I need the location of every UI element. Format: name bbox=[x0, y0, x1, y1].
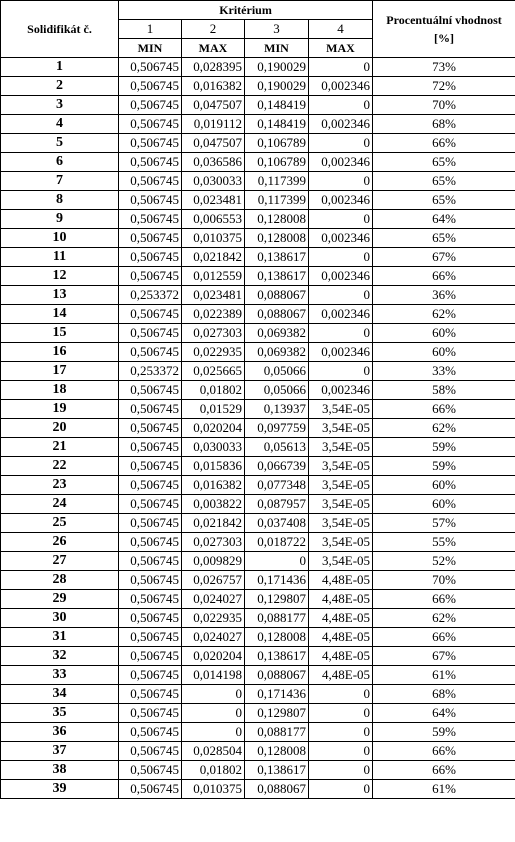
suitability-value: 60% bbox=[373, 324, 515, 343]
criterion-2-value: 0,022935 bbox=[182, 609, 245, 628]
criterion-1-value: 0,506745 bbox=[119, 495, 182, 514]
suitability-value: 58% bbox=[373, 381, 515, 400]
table-row bbox=[1, 77, 515, 96]
criterion-2-value: 0,036586 bbox=[182, 153, 245, 172]
criterion-2-value: 0,020204 bbox=[182, 419, 245, 438]
criterion-1-value: 0,506745 bbox=[119, 761, 182, 780]
criterion-4-value: 0 bbox=[309, 324, 373, 343]
criterion-1-value: 0,506745 bbox=[119, 58, 182, 77]
criterion-1-value: 0,506745 bbox=[119, 514, 182, 533]
criterion-1-value: 0,506745 bbox=[119, 628, 182, 647]
header-kriterium: Kritérium bbox=[119, 1, 373, 20]
criterion-2-value: 0,026757 bbox=[182, 571, 245, 590]
criterion-4-value: 3,54E-05 bbox=[309, 514, 373, 533]
criterion-type-1: MIN bbox=[119, 39, 182, 58]
criterion-type-4: MAX bbox=[309, 39, 373, 58]
table-row bbox=[1, 96, 515, 115]
solidifikat-id: 22 bbox=[1, 457, 119, 476]
solidifikat-id: 29 bbox=[1, 590, 119, 609]
suitability-value: 62% bbox=[373, 419, 515, 438]
solidifikat-id: 3 bbox=[1, 96, 119, 115]
criterion-1-value: 0,506745 bbox=[119, 96, 182, 115]
table-row bbox=[1, 343, 515, 362]
solidifikat-id: 14 bbox=[1, 305, 119, 324]
criterion-2-value: 0,009829 bbox=[182, 552, 245, 571]
criterion-3-value: 0,128008 bbox=[245, 229, 309, 248]
solidifikat-id: 34 bbox=[1, 685, 119, 704]
criterion-3-value: 0,077348 bbox=[245, 476, 309, 495]
suitability-value: 66% bbox=[373, 134, 515, 153]
criterion-3-value: 0,05066 bbox=[245, 381, 309, 400]
criterion-type-3: MIN bbox=[245, 39, 309, 58]
suitability-value: 65% bbox=[373, 229, 515, 248]
criterion-2-value: 0,021842 bbox=[182, 248, 245, 267]
solidifikat-id: 6 bbox=[1, 153, 119, 172]
table-body bbox=[1, 58, 515, 799]
solidifikat-id: 9 bbox=[1, 210, 119, 229]
criterion-3-value: 0,106789 bbox=[245, 134, 309, 153]
criterion-4-value: 0 bbox=[309, 761, 373, 780]
criterion-3-value: 0,13937 bbox=[245, 400, 309, 419]
suitability-value: 60% bbox=[373, 476, 515, 495]
suitability-value: 66% bbox=[373, 761, 515, 780]
suitability-value: 65% bbox=[373, 153, 515, 172]
criterion-4-value: 0 bbox=[309, 134, 373, 153]
table-row bbox=[1, 362, 515, 381]
suitability-value: 52% bbox=[373, 552, 515, 571]
suitability-value: 68% bbox=[373, 115, 515, 134]
criterion-2-value: 0,024027 bbox=[182, 590, 245, 609]
criterion-4-value: 0 bbox=[309, 248, 373, 267]
criterion-4-value: 3,54E-05 bbox=[309, 457, 373, 476]
solidifikat-id: 11 bbox=[1, 248, 119, 267]
criterion-1-value: 0,506745 bbox=[119, 191, 182, 210]
criterion-1-value: 0,506745 bbox=[119, 172, 182, 191]
table-row bbox=[1, 191, 515, 210]
criterion-2-value: 0,014198 bbox=[182, 666, 245, 685]
criterion-4-value: 4,48E-05 bbox=[309, 571, 373, 590]
criterion-1-value: 0,506745 bbox=[119, 115, 182, 134]
criterion-4-value: 4,48E-05 bbox=[309, 647, 373, 666]
criterion-number-2: 2 bbox=[182, 20, 245, 39]
criterion-1-value: 0,253372 bbox=[119, 362, 182, 381]
table-row bbox=[1, 533, 515, 552]
criterion-3-value: 0,066739 bbox=[245, 457, 309, 476]
suitability-value: 60% bbox=[373, 495, 515, 514]
suitability-value: 70% bbox=[373, 571, 515, 590]
solidifikat-id: 23 bbox=[1, 476, 119, 495]
criterion-4-value: 4,48E-05 bbox=[309, 609, 373, 628]
criterion-2-value: 0,016382 bbox=[182, 476, 245, 495]
criterion-3-value: 0,037408 bbox=[245, 514, 309, 533]
solidifikat-id: 20 bbox=[1, 419, 119, 438]
criterion-2-value: 0,01802 bbox=[182, 381, 245, 400]
criterion-4-value: 0 bbox=[309, 286, 373, 305]
header-solidifikat: Solidifikát č. bbox=[1, 1, 119, 58]
criterion-2-value: 0 bbox=[182, 723, 245, 742]
table-row bbox=[1, 153, 515, 172]
criterion-2-value: 0,047507 bbox=[182, 96, 245, 115]
criterion-4-value: 0 bbox=[309, 723, 373, 742]
solidifikat-id: 18 bbox=[1, 381, 119, 400]
criterion-3-value: 0,05066 bbox=[245, 362, 309, 381]
solidifikat-id: 13 bbox=[1, 286, 119, 305]
criterion-2-value: 0,047507 bbox=[182, 134, 245, 153]
criterion-2-value: 0,006553 bbox=[182, 210, 245, 229]
table-row bbox=[1, 115, 515, 134]
criterion-4-value: 0 bbox=[309, 704, 373, 723]
criterion-4-value: 4,48E-05 bbox=[309, 666, 373, 685]
table-row bbox=[1, 571, 515, 590]
criterion-4-value: 3,54E-05 bbox=[309, 438, 373, 457]
table-row bbox=[1, 267, 515, 286]
criterion-2-value: 0,01802 bbox=[182, 761, 245, 780]
suitability-value: 60% bbox=[373, 343, 515, 362]
table-row bbox=[1, 58, 515, 77]
criterion-number-4: 4 bbox=[309, 20, 373, 39]
criterion-3-value: 0,117399 bbox=[245, 172, 309, 191]
criterion-4-value: 0,002346 bbox=[309, 381, 373, 400]
suitability-value: 61% bbox=[373, 666, 515, 685]
criterion-3-value: 0,069382 bbox=[245, 343, 309, 362]
suitability-value: 67% bbox=[373, 647, 515, 666]
criterion-2-value: 0,027303 bbox=[182, 324, 245, 343]
criterion-3-value: 0,138617 bbox=[245, 267, 309, 286]
table-row bbox=[1, 685, 515, 704]
criterion-4-value: 0,002346 bbox=[309, 267, 373, 286]
criterion-1-value: 0,506745 bbox=[119, 134, 182, 153]
suitability-value: 57% bbox=[373, 514, 515, 533]
criterion-2-value: 0 bbox=[182, 685, 245, 704]
criterion-1-value: 0,506745 bbox=[119, 153, 182, 172]
criterion-2-value: 0,019112 bbox=[182, 115, 245, 134]
table-row bbox=[1, 514, 515, 533]
criterion-1-value: 0,506745 bbox=[119, 685, 182, 704]
criterion-1-value: 0,506745 bbox=[119, 305, 182, 324]
solidifikat-id: 26 bbox=[1, 533, 119, 552]
table-row bbox=[1, 400, 515, 419]
criterion-4-value: 0,002346 bbox=[309, 115, 373, 134]
solidifikat-id: 15 bbox=[1, 324, 119, 343]
criterion-2-value: 0,024027 bbox=[182, 628, 245, 647]
table-row bbox=[1, 647, 515, 666]
criterion-2-value: 0,021842 bbox=[182, 514, 245, 533]
criterion-1-value: 0,506745 bbox=[119, 400, 182, 419]
suitability-value: 66% bbox=[373, 267, 515, 286]
criterion-2-value: 0,030033 bbox=[182, 172, 245, 191]
criterion-3-value: 0,128008 bbox=[245, 628, 309, 647]
criterion-1-value: 0,506745 bbox=[119, 419, 182, 438]
criterion-3-value: 0,148419 bbox=[245, 115, 309, 134]
criterion-2-value: 0,028395 bbox=[182, 58, 245, 77]
criterion-4-value: 0 bbox=[309, 58, 373, 77]
solidifikat-id: 33 bbox=[1, 666, 119, 685]
criterion-2-value: 0,030033 bbox=[182, 438, 245, 457]
criterion-1-value: 0,506745 bbox=[119, 476, 182, 495]
solidifikat-id: 31 bbox=[1, 628, 119, 647]
criterion-3-value: 0,138617 bbox=[245, 647, 309, 666]
criterion-type-2: MAX bbox=[182, 39, 245, 58]
suitability-value: 66% bbox=[373, 742, 515, 761]
suitability-value: 62% bbox=[373, 305, 515, 324]
criterion-3-value: 0,088067 bbox=[245, 780, 309, 799]
criterion-4-value: 3,54E-05 bbox=[309, 476, 373, 495]
suitability-value: 67% bbox=[373, 248, 515, 267]
table-row bbox=[1, 666, 515, 685]
criterion-3-value: 0,128008 bbox=[245, 742, 309, 761]
solidifikat-id: 24 bbox=[1, 495, 119, 514]
criterion-4-value: 3,54E-05 bbox=[309, 419, 373, 438]
table-row bbox=[1, 229, 515, 248]
criterion-4-value: 3,54E-05 bbox=[309, 552, 373, 571]
solidifikat-id: 21 bbox=[1, 438, 119, 457]
table-row bbox=[1, 609, 515, 628]
solidifikat-id: 36 bbox=[1, 723, 119, 742]
solidifikat-id: 39 bbox=[1, 780, 119, 799]
criterion-3-value: 0,069382 bbox=[245, 324, 309, 343]
criterion-4-value: 4,48E-05 bbox=[309, 628, 373, 647]
criterion-1-value: 0,506745 bbox=[119, 723, 182, 742]
criterion-1-value: 0,506745 bbox=[119, 381, 182, 400]
criterion-2-value: 0,015836 bbox=[182, 457, 245, 476]
suitability-value: 61% bbox=[373, 780, 515, 799]
table-row bbox=[1, 590, 515, 609]
criterion-3-value: 0 bbox=[245, 552, 309, 571]
criterion-2-value: 0,003822 bbox=[182, 495, 245, 514]
solidifikat-id: 35 bbox=[1, 704, 119, 723]
criterion-3-value: 0,018722 bbox=[245, 533, 309, 552]
criterion-3-value: 0,138617 bbox=[245, 248, 309, 267]
suitability-value: 66% bbox=[373, 590, 515, 609]
table-row bbox=[1, 324, 515, 343]
solidifikat-id: 25 bbox=[1, 514, 119, 533]
criterion-4-value: 0,002346 bbox=[309, 153, 373, 172]
criterion-3-value: 0,097759 bbox=[245, 419, 309, 438]
criterion-4-value: 0,002346 bbox=[309, 229, 373, 248]
suitability-value: 55% bbox=[373, 533, 515, 552]
criterion-number-3: 3 bbox=[245, 20, 309, 39]
criterion-1-value: 0,506745 bbox=[119, 248, 182, 267]
criterion-3-value: 0,129807 bbox=[245, 590, 309, 609]
criterion-4-value: 0 bbox=[309, 742, 373, 761]
suitability-value: 59% bbox=[373, 723, 515, 742]
criterion-1-value: 0,506745 bbox=[119, 324, 182, 343]
criterion-2-value: 0,01529 bbox=[182, 400, 245, 419]
criterion-2-value: 0,022935 bbox=[182, 343, 245, 362]
criterion-1-value: 0,506745 bbox=[119, 438, 182, 457]
criterion-3-value: 0,088177 bbox=[245, 609, 309, 628]
criterion-1-value: 0,506745 bbox=[119, 780, 182, 799]
criterion-3-value: 0,190029 bbox=[245, 77, 309, 96]
criterion-4-value: 0,002346 bbox=[309, 191, 373, 210]
solidifikat-id: 38 bbox=[1, 761, 119, 780]
solidifikat-id: 10 bbox=[1, 229, 119, 248]
criterion-2-value: 0,022389 bbox=[182, 305, 245, 324]
criterion-1-value: 0,506745 bbox=[119, 742, 182, 761]
criterion-3-value: 0,05613 bbox=[245, 438, 309, 457]
criterion-3-value: 0,087957 bbox=[245, 495, 309, 514]
criterion-1-value: 0,506745 bbox=[119, 533, 182, 552]
criterion-2-value: 0,016382 bbox=[182, 77, 245, 96]
criterion-2-value: 0,028504 bbox=[182, 742, 245, 761]
solidifikat-id: 27 bbox=[1, 552, 119, 571]
criterion-4-value: 0,002346 bbox=[309, 305, 373, 324]
criterion-3-value: 0,171436 bbox=[245, 685, 309, 704]
criterion-3-value: 0,117399 bbox=[245, 191, 309, 210]
criterion-2-value: 0,025665 bbox=[182, 362, 245, 381]
criterion-4-value: 0 bbox=[309, 172, 373, 191]
criterion-1-value: 0,253372 bbox=[119, 286, 182, 305]
criterion-3-value: 0,106789 bbox=[245, 153, 309, 172]
criterion-4-value: 0 bbox=[309, 210, 373, 229]
criterion-1-value: 0,506745 bbox=[119, 609, 182, 628]
criterion-1-value: 0,506745 bbox=[119, 457, 182, 476]
suitability-value: 66% bbox=[373, 400, 515, 419]
criterion-3-value: 0,128008 bbox=[245, 210, 309, 229]
table-row bbox=[1, 210, 515, 229]
criterion-1-value: 0,506745 bbox=[119, 666, 182, 685]
solidifikat-id: 7 bbox=[1, 172, 119, 191]
suitability-value: 36% bbox=[373, 286, 515, 305]
criterion-3-value: 0,138617 bbox=[245, 761, 309, 780]
solidifikat-id: 28 bbox=[1, 571, 119, 590]
criterion-4-value: 4,48E-05 bbox=[309, 590, 373, 609]
criterion-4-value: 0 bbox=[309, 362, 373, 381]
criterion-3-value: 0,129807 bbox=[245, 704, 309, 723]
solidifikat-id: 16 bbox=[1, 343, 119, 362]
suitability-value: 59% bbox=[373, 438, 515, 457]
solidifikat-id: 5 bbox=[1, 134, 119, 153]
criterion-2-value: 0,027303 bbox=[182, 533, 245, 552]
criterion-2-value: 0,012559 bbox=[182, 267, 245, 286]
solidifikat-id: 2 bbox=[1, 77, 119, 96]
table-header bbox=[1, 1, 515, 58]
criterion-4-value: 0,002346 bbox=[309, 77, 373, 96]
criterion-number-1: 1 bbox=[119, 20, 182, 39]
table-row bbox=[1, 761, 515, 780]
suitability-value: 33% bbox=[373, 362, 515, 381]
suitability-value: 70% bbox=[373, 96, 515, 115]
criterion-1-value: 0,506745 bbox=[119, 210, 182, 229]
criterion-1-value: 0,506745 bbox=[119, 571, 182, 590]
table-row bbox=[1, 286, 515, 305]
suitability-value: 65% bbox=[373, 191, 515, 210]
criterion-4-value: 0 bbox=[309, 96, 373, 115]
suitability-value: 73% bbox=[373, 58, 515, 77]
table-row bbox=[1, 476, 515, 495]
criterion-2-value: 0 bbox=[182, 704, 245, 723]
criterion-1-value: 0,506745 bbox=[119, 343, 182, 362]
criterion-3-value: 0,148419 bbox=[245, 96, 309, 115]
solidifikat-id: 19 bbox=[1, 400, 119, 419]
suitability-value: 64% bbox=[373, 210, 515, 229]
criterion-4-value: 3,54E-05 bbox=[309, 400, 373, 419]
table-row bbox=[1, 742, 515, 761]
table-row bbox=[1, 723, 515, 742]
criterion-3-value: 0,088177 bbox=[245, 723, 309, 742]
table-row bbox=[1, 248, 515, 267]
criterion-2-value: 0,020204 bbox=[182, 647, 245, 666]
table-row bbox=[1, 305, 515, 324]
suitability-value: 66% bbox=[373, 628, 515, 647]
table-row bbox=[1, 495, 515, 514]
criterion-4-value: 0 bbox=[309, 780, 373, 799]
suitability-value: 59% bbox=[373, 457, 515, 476]
table-row bbox=[1, 172, 515, 191]
solidifikat-id: 4 bbox=[1, 115, 119, 134]
table-row bbox=[1, 704, 515, 723]
suitability-value: 62% bbox=[373, 609, 515, 628]
table-row bbox=[1, 457, 515, 476]
criterion-1-value: 0,506745 bbox=[119, 229, 182, 248]
solidifikat-id: 1 bbox=[1, 58, 119, 77]
criterion-4-value: 3,54E-05 bbox=[309, 533, 373, 552]
table-row bbox=[1, 438, 515, 457]
table-row bbox=[1, 552, 515, 571]
criterion-1-value: 0,506745 bbox=[119, 267, 182, 286]
suitability-value: 68% bbox=[373, 685, 515, 704]
table-row bbox=[1, 628, 515, 647]
suitability-value: 72% bbox=[373, 77, 515, 96]
criterion-1-value: 0,506745 bbox=[119, 77, 182, 96]
criterion-4-value: 3,54E-05 bbox=[309, 495, 373, 514]
criterion-3-value: 0,088067 bbox=[245, 286, 309, 305]
table-row bbox=[1, 419, 515, 438]
solidifikat-id: 12 bbox=[1, 267, 119, 286]
criterion-2-value: 0,010375 bbox=[182, 780, 245, 799]
table-row bbox=[1, 381, 515, 400]
criterion-2-value: 0,010375 bbox=[182, 229, 245, 248]
criterion-3-value: 0,088067 bbox=[245, 305, 309, 324]
suitability-value: 64% bbox=[373, 704, 515, 723]
header-suitability: Procentuální vhodnost [%] bbox=[373, 1, 515, 58]
criterion-1-value: 0,506745 bbox=[119, 647, 182, 666]
criterion-1-value: 0,506745 bbox=[119, 590, 182, 609]
criterion-3-value: 0,088067 bbox=[245, 666, 309, 685]
suitability-value: 65% bbox=[373, 172, 515, 191]
criterion-4-value: 0,002346 bbox=[309, 343, 373, 362]
solidifikat-id: 30 bbox=[1, 609, 119, 628]
solidifikat-id: 37 bbox=[1, 742, 119, 761]
criterion-1-value: 0,506745 bbox=[119, 552, 182, 571]
solidifikat-id: 8 bbox=[1, 191, 119, 210]
criterion-2-value: 0,023481 bbox=[182, 191, 245, 210]
criterion-3-value: 0,171436 bbox=[245, 571, 309, 590]
criterion-3-value: 0,190029 bbox=[245, 58, 309, 77]
criterion-2-value: 0,023481 bbox=[182, 286, 245, 305]
solidifikat-id: 32 bbox=[1, 647, 119, 666]
criterion-4-value: 0 bbox=[309, 685, 373, 704]
table-row bbox=[1, 780, 515, 799]
table-row bbox=[1, 134, 515, 153]
criterion-1-value: 0,506745 bbox=[119, 704, 182, 723]
solidifikat-id: 17 bbox=[1, 362, 119, 381]
